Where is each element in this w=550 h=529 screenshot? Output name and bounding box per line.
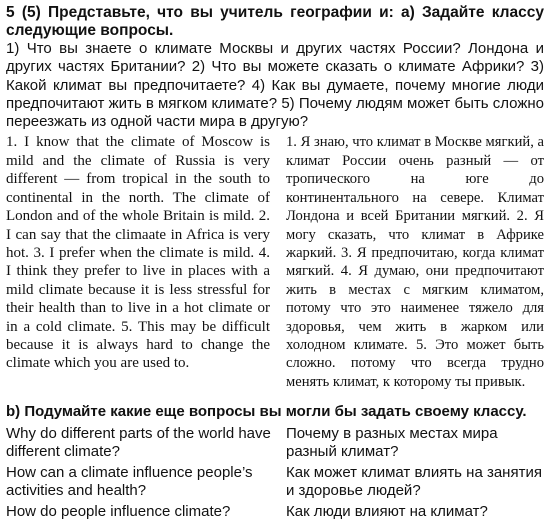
part-b-questions: [6, 425, 544, 521]
answer-english: 1. I know that the climate of Moscow is mild and the climate of Russia is very different — from tropical in the south to continental in the north. The climate of London and of the whole Britain is mild. 2. I can say that the climaate in Africa is very hot. 3. I prefer when the climate is mild. 4. I think they prefer to live in places with a mild climate because it is less stressful for their health than to live in a hot climate or in a cold climate. 5. This may be difficult because it is always hard to change the climate which you are used to.: [6, 134, 270, 372]
answer-russian: 1. Я знаю, что климат в Москве мягкий, а климат России очень разный — от тропического на юге до континентального на севере. Климат Лондона и всей Британии мягкий. 2. Я могу сказать, что климат в Африке жаркий. 3. Я предпочитаю, когда климат мягкий. 4. Я думаю, они предпочитают жить в местах с мягким климатом, потому что это наименее тяжело для здоровья, чем жить в жарком или холодном климате. 5. Это может быть сложно. потому что всегда трудно менять климат, к которому ты привык.: [286, 134, 544, 390]
question-english: Why do different parts of the world have different climate?: [6, 425, 271, 461]
answers-columns: [6, 133, 544, 391]
question-russian: Почему в разных местах мира разный климат?: [286, 425, 498, 461]
question-russian: Как люди влияют на климат?: [286, 503, 488, 521]
question-english: How can a climate influence people’s activities and health?: [6, 464, 253, 500]
task-questions: 1) Что вы знаете о климате Москвы и других частях России? Лондона и других частях Британии? 2) Что вы можете сказать о климате Африки? 3) Какой климат вы предпочитаете? 4) Как вы думаете, почему многие люди предпочитают жить в мягком климате? 5) Почему людям может быть сложно переезжать из одной части мира в другую?: [6, 40, 544, 131]
task-header: 5 (5) Представьте, что вы учитель географии и: а) Задайте классу следующие вопросы.: [6, 4, 544, 39]
part-b-header: b) Подумайте какие еще вопросы вы могли бы задать своему классу.: [6, 403, 527, 421]
qa-row: [6, 425, 544, 461]
qa-row: [6, 464, 544, 500]
qa-row: [6, 503, 544, 521]
question-russian: Как может климат влиять на занятия и здоровье людей?: [286, 464, 542, 500]
question-english: How do people influence climate?: [6, 503, 231, 521]
